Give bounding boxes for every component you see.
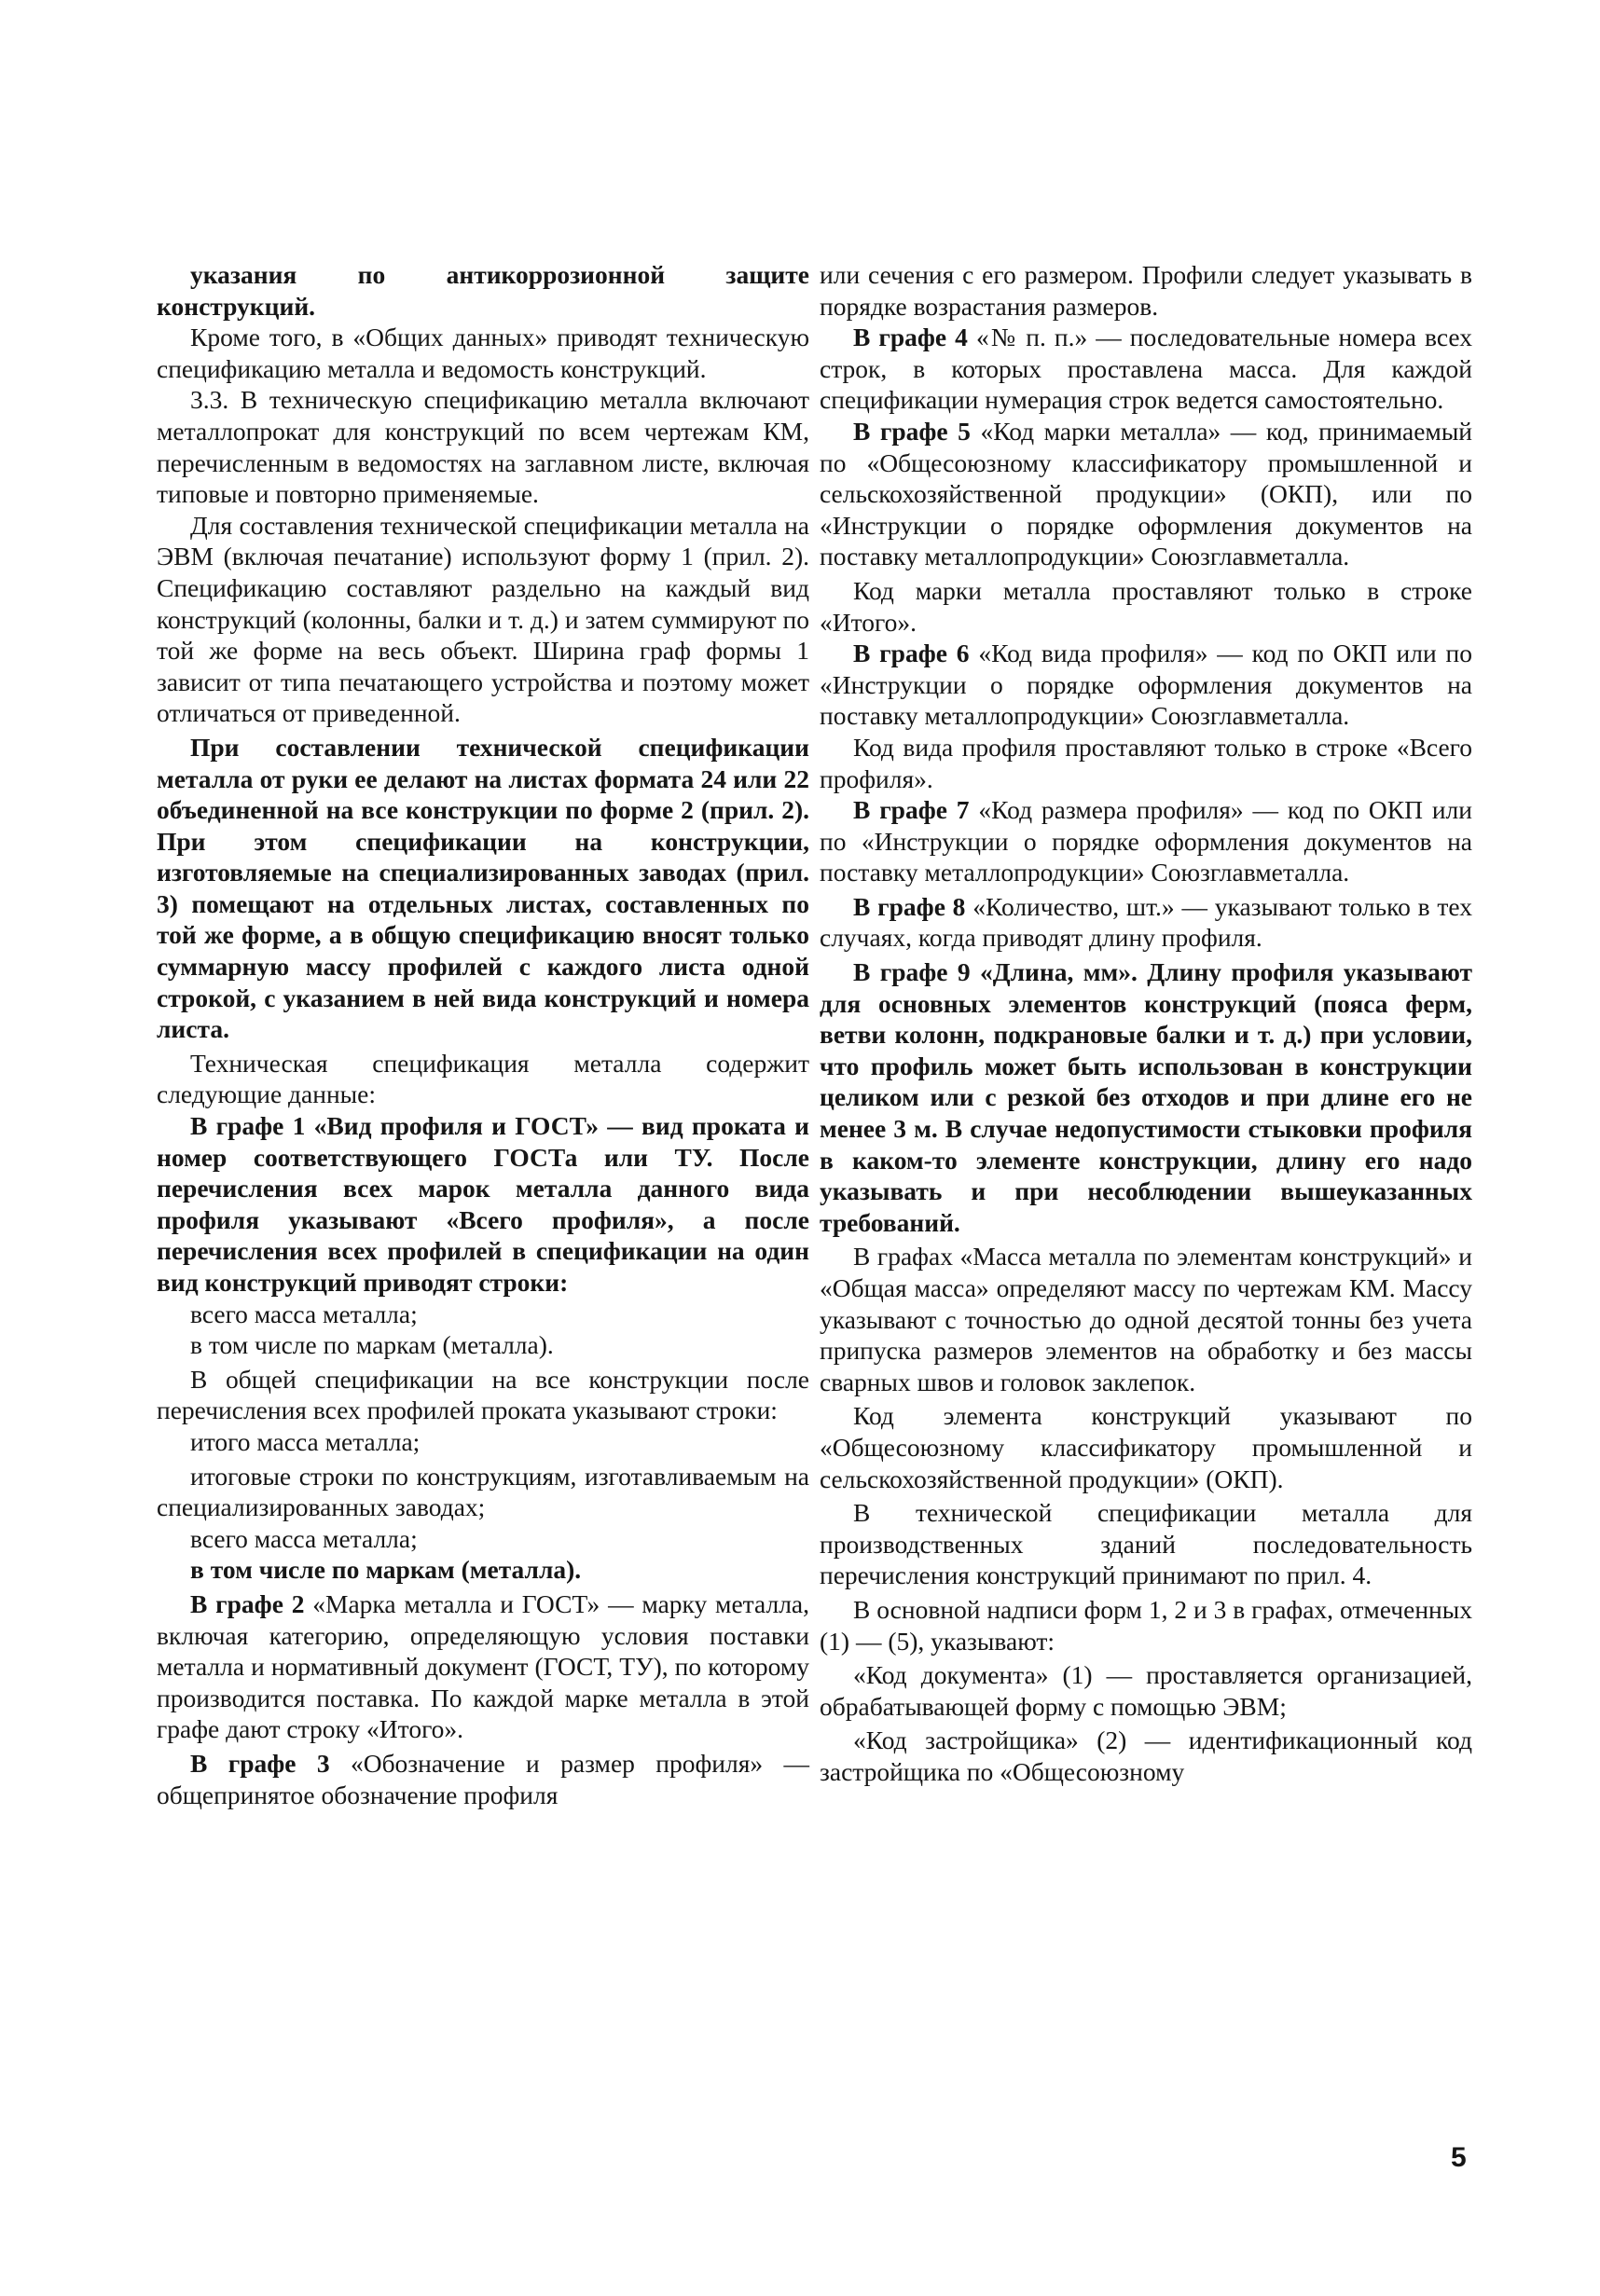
paragraph (820, 259, 1472, 322)
paragraph-text: итого масса металла; (190, 1426, 421, 1456)
paragraph-text: Для составления технической спецификации металла на ЭВМ (включая печатание) используют форму 1 (прил. 2). Спецификацию составляют раздельно на каждый вид конструкций (колонны, балки и т. д.) и затем суммируют по той же форме на весь объект. Ширина граф формы 1 зависит от типа печатающего устройства и поэтому может отличаться от приведенной. (157, 510, 809, 728)
paragraph-text: в том числе по маркам (металла). (190, 1330, 554, 1360)
paragraph-text: всего масса металла; (190, 1299, 418, 1328)
paragraph-text: Код марки металла проставляют только в строке «Итого». (820, 575, 1472, 637)
paragraph (157, 384, 809, 509)
paragraph (157, 510, 809, 729)
paragraph (157, 1588, 809, 1745)
paragraph (820, 1497, 1472, 1591)
paragraph (820, 575, 1472, 638)
paragraph-text: Код элемента конструкций указывают по «Общесоюзному классификатору промышленной и сельскохозяйственной продукции» (ОКП). (820, 1401, 1472, 1493)
paragraph (820, 1725, 1472, 1787)
paragraph (157, 1554, 809, 1586)
paragraph-lead: В графе 8 (853, 891, 966, 921)
paragraph-text: «Вид профиля и ГОСТ» — вид проката и номер соответствующего ГОСТа или ТУ. После перечисления всех марок металла данного вида профиля указывают «Всего профиля», а после перечисления всех профилей в спецификации на один вид конструкций приводят строки: (157, 1111, 809, 1297)
paragraph (157, 1748, 809, 1810)
paragraph-text: При составлении технической спецификации металла от руки ее делают на листах формата 24 или 22 объединенной на все конструкции по форме 2 (прил. 2). При этом спецификации на конструкции, изготовляемые на специализированных заводах (прил. 3) помещают на отдельных листах, составленных по той же форме, а в общую спецификацию вносят только суммарную массу профилей с каждого листа одной строкой, с указанием в ней вида конструкций и номера листа. (157, 732, 809, 1044)
paragraph (157, 259, 809, 322)
paragraph (820, 638, 1472, 732)
paragraph (157, 732, 809, 1045)
paragraph-lead: В графе 6 (853, 639, 970, 668)
paragraph (157, 322, 809, 384)
paragraph (157, 1048, 809, 1110)
paragraph-text: или сечения с его размером. Профили следует указывать в порядке возрастания размеров. (820, 260, 1472, 321)
paragraph-text: Кроме того, в «Общих данных» приводят техническую спецификацию металла и ведомость конструкций. (157, 323, 809, 383)
paragraph-text: 3.3. В техническую спецификацию металла включают металлопрокат для конструкций по всем чертежам КМ, перечисленным в ведомостях на заглавном листе, включая типовые и повторно применяемые. (157, 385, 809, 509)
paragraph-text: «Длина, мм». Длину профиля указывают для основных элементов конструкций (пояса ферм, ветви колонн, подкрановые балки и т. д.) при условии, что профиль может быть использован в конструкции целиком или с резкой без отходов и при длине его не менее 3 м. В случае недопустимости стыковки профиля в каком-то элементе конструкции, длину его надо указывать и при несоблюдении вышеуказанных требований. (820, 957, 1472, 1237)
paragraph (820, 1659, 1472, 1722)
paragraph-text: итоговые строки по конструкциям, изготавливаемым на специализированных заводах; (157, 1461, 809, 1522)
paragraph-text: в том числе по маркам (металла). (190, 1555, 582, 1585)
paragraph-text: «Обозначение и размер профиля» — общепринятое обозначение профиля (157, 1748, 810, 1809)
paragraph (157, 1299, 809, 1330)
paragraph-text: В графах «Масса металла по элементам конструкций» и «Общая масса» определяют массу по чертежам КМ. Массу указывают с точностью до одной десятой тонны без учета припуска размеров элементов на обработку и без массы сварных швов и головок заклепок. (820, 1242, 1472, 1396)
page-number: 5 (1451, 2142, 1467, 2173)
right-column (820, 259, 1472, 1788)
paragraph-text: В технической спецификации металла для производственных зданий последовательность перечисления конструкций принимают по прил. 4. (820, 1498, 1472, 1590)
paragraph-text: В основной надписи форм 1, 2 и 3 в графах, отмеченных (1) — (5), указывают: (820, 1594, 1472, 1656)
paragraph (820, 322, 1472, 416)
paragraph-lead: В графе 3 (190, 1748, 330, 1778)
paragraph-text: Техническая спецификация металла содержит следующие данные: (157, 1048, 809, 1109)
paragraph (820, 416, 1472, 572)
paragraph (157, 1329, 809, 1361)
paragraph-lead: В графе 5 (853, 416, 971, 446)
paragraph-text: «Марка металла и ГОСТ» — марку металла, включая категорию, определяющую условия поставки металла и нормативный документ (ГОСТ, ТУ), по которому производится поставка. По каждой марке металла в этой графе дают строку «Итого». (157, 1588, 809, 1744)
paragraph (820, 1400, 1472, 1494)
paragraph (820, 956, 1472, 1238)
paragraph (820, 891, 1472, 954)
paragraph-text: «Количество, шт.» — указывают только в тех случаях, когда приводят длину профиля. (820, 891, 1472, 953)
paragraph-lead: В графе 1 (190, 1111, 306, 1141)
paragraph (820, 732, 1472, 794)
paragraph (157, 1426, 809, 1458)
paragraph (157, 1364, 809, 1426)
left-column (157, 259, 809, 1810)
paragraph (157, 1461, 809, 1523)
paragraph (820, 1241, 1472, 1397)
paragraph-lead: В графе 2 (190, 1588, 305, 1618)
paragraph (157, 1110, 809, 1299)
paragraph-text: всего масса металла; (190, 1523, 418, 1553)
paragraph-text: В общей спецификации на все конструкции после перечисления всех профилей проката указывают строки: (157, 1364, 809, 1425)
paragraph-text: Код вида профиля проставляют только в строке «Всего профиля». (820, 732, 1472, 793)
paragraph-lead: В графе 7 (853, 795, 970, 825)
paragraph (820, 1594, 1472, 1657)
paragraph-text: «Код марки металла» — код, принимаемый по «Общесоюзному классификатору промышленной и сельскохозяйственной продукции» (ОКП), или по «Инструкции о порядке оформления документов на поставку металлопродукции» Союзглавметалла. (820, 416, 1473, 571)
paragraph-text: «№ п. п.» — последовательные номера всех строк, в которых проставлена масса. Для каждой спецификации нумерация строк ведется самостоятельно. (820, 323, 1472, 415)
paragraph-text: «Код документа» (1) — проставляется организацией, обрабатывающей форму с помощью ЭВМ; (820, 1660, 1472, 1721)
paragraph-text: указания по антикоррозионной защите конструкций. (157, 260, 809, 321)
paragraph-lead: В графе 4 (853, 323, 968, 352)
paragraph-text: «Код вида профиля» — код по ОКП или по «Инструкции о порядке оформления документов на поставку металлопродукции» Союзглавметалла. (820, 639, 1473, 731)
paragraph-text: «Код размера профиля» — код по ОКП или по «Инструкции о порядке оформления документов на поставку металлопродукции» Союзглавметалла. (820, 795, 1473, 887)
paragraph (820, 794, 1472, 888)
paragraph (157, 1523, 809, 1555)
paragraph-lead: В графе 9 (853, 957, 971, 987)
paragraph-text: «Код застройщика» (2) — идентификационный код застройщика по «Общесоюзному (820, 1725, 1472, 1786)
